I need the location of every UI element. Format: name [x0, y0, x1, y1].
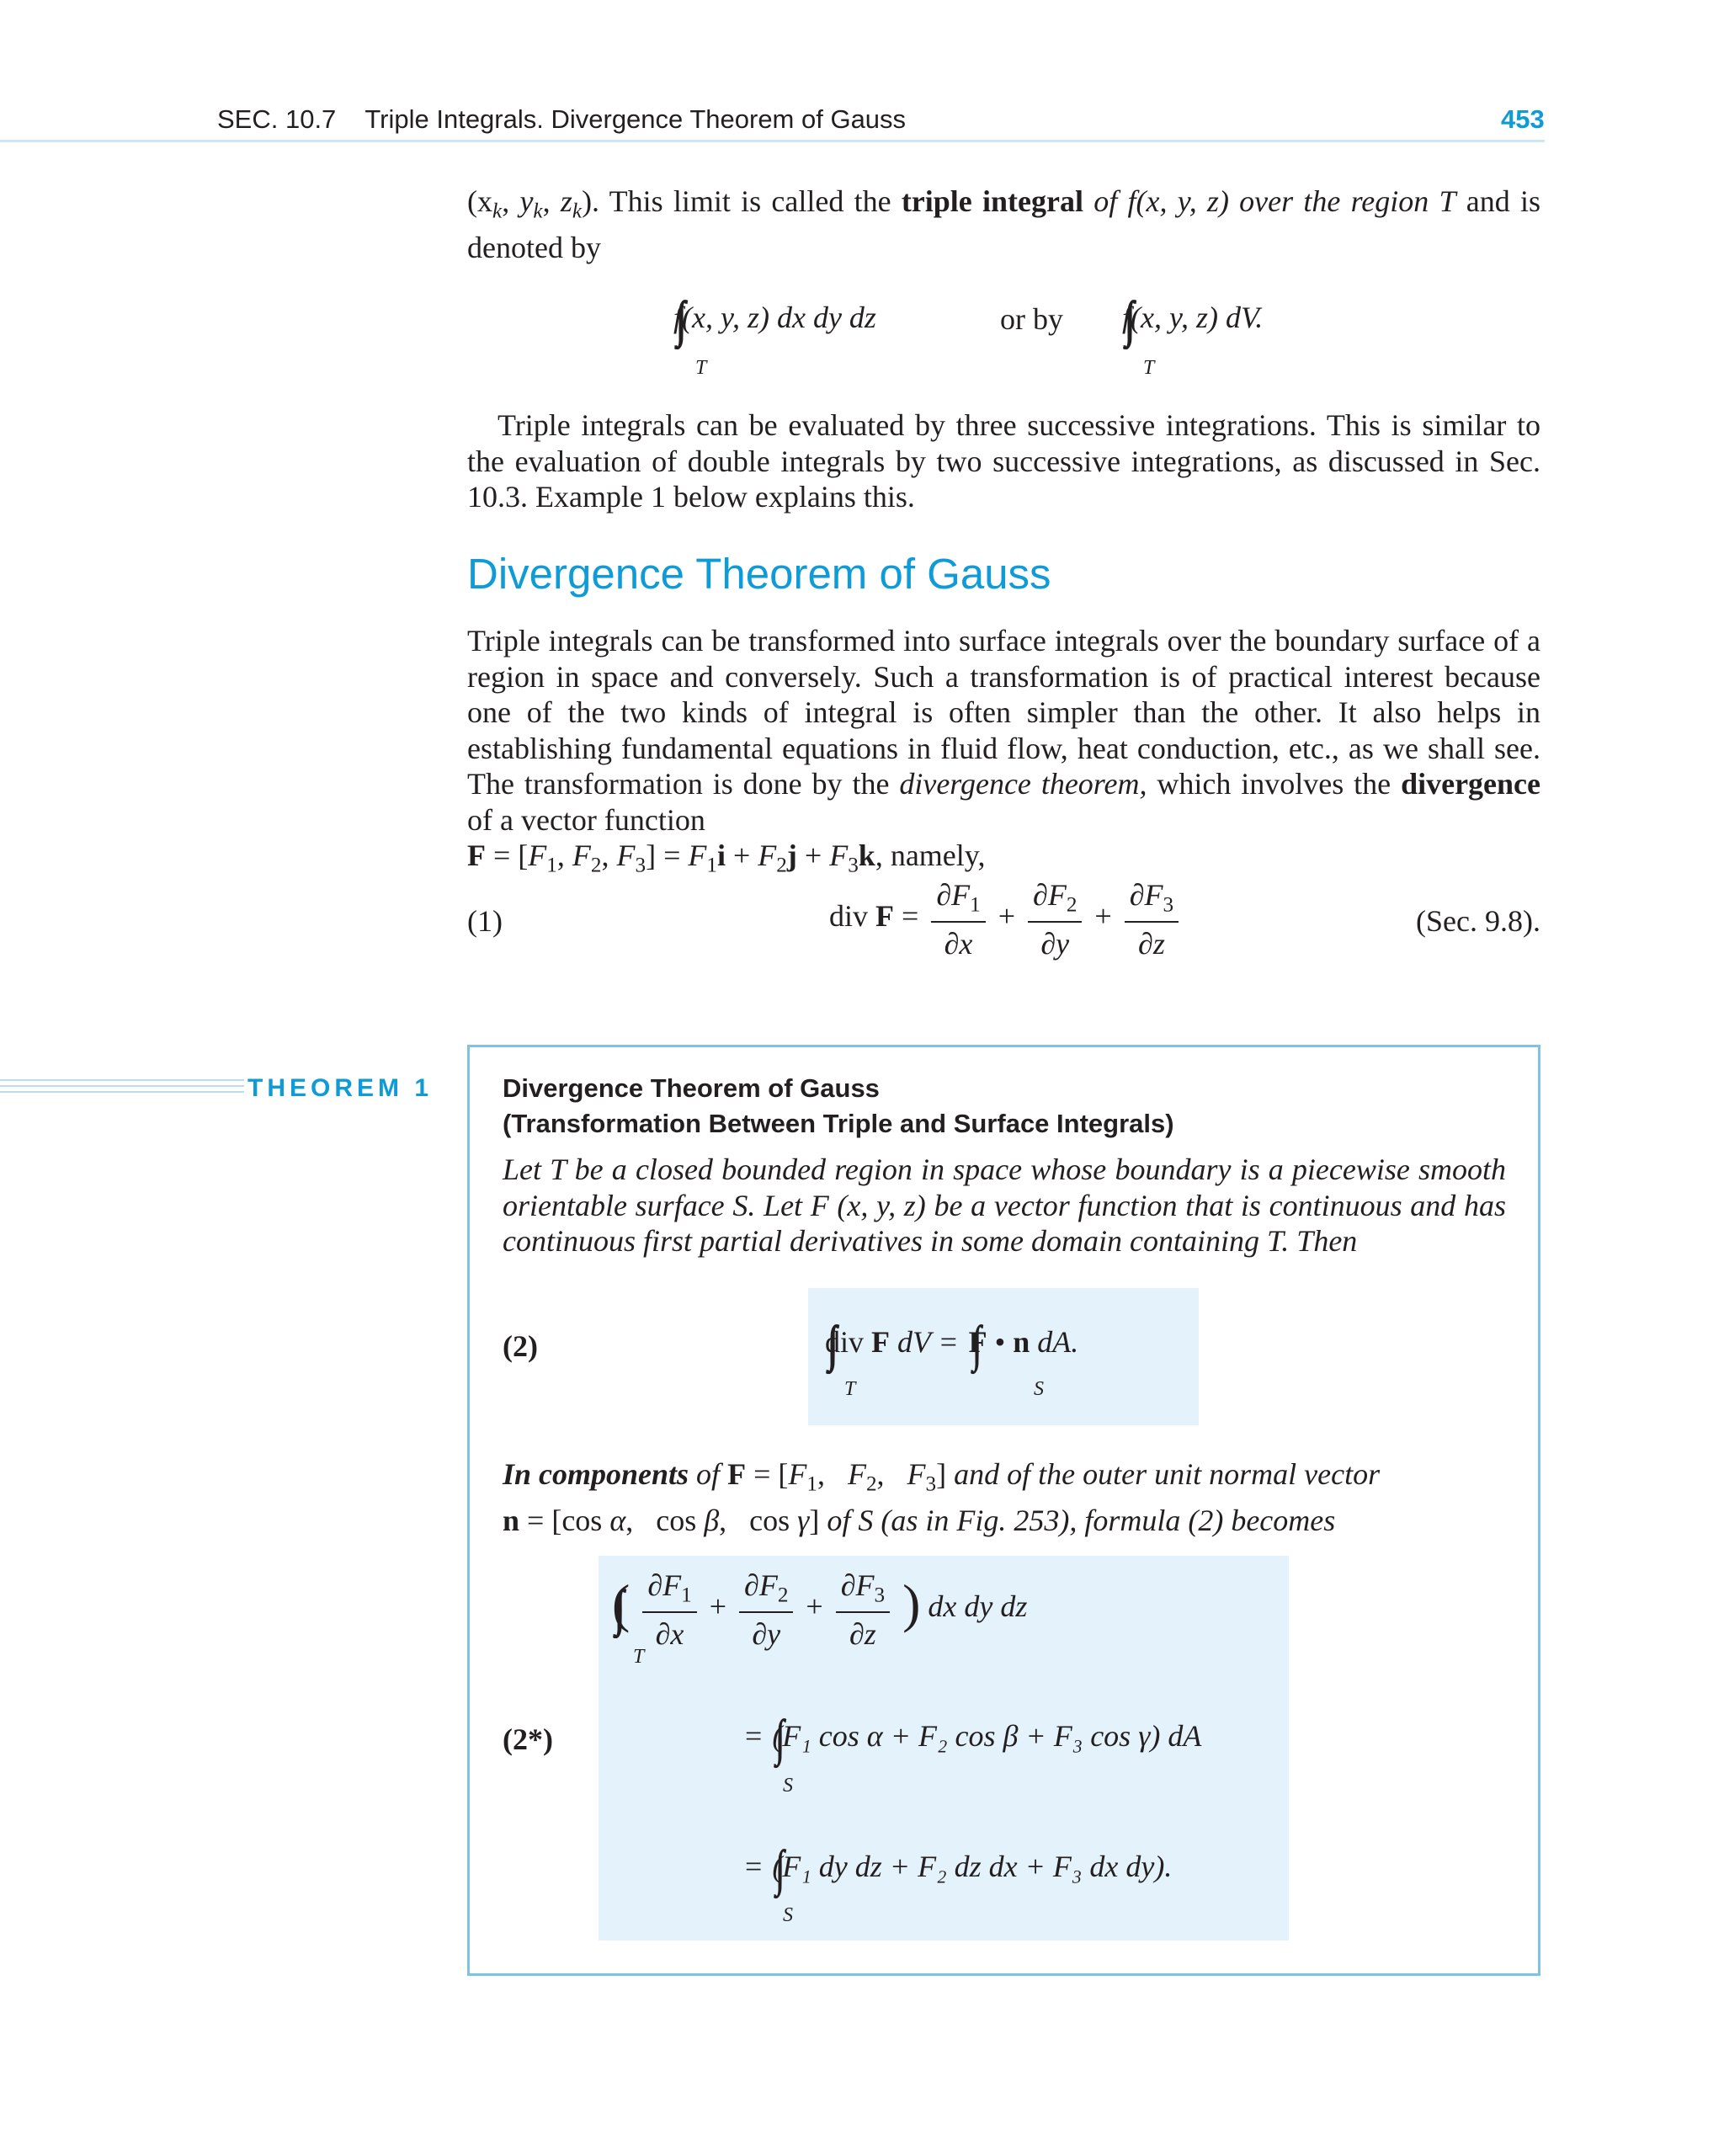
eq2star-line2-expr: (F₁ cos α + F₂ cos β + F₃ cos γ) dA [772, 1719, 1202, 1753]
fraction-dF3-dz: $\frac{\partial F_3}{\partial z}$ [1125, 877, 1179, 961]
notation-right: f(x, y, z) dV. [1122, 301, 1264, 334]
p3-italic: divergence theorem, [899, 767, 1147, 801]
page-number: 453 [1501, 104, 1545, 134]
eq2star-line3 [745, 1839, 1172, 1898]
section-number: SEC. 10.7 [217, 104, 337, 134]
p3-a: Triple integrals can be transformed into surface integrals over the boundary surface of a region in space and conversely. Such a transformation is of practical interest because one of the two kinds of integral is often simpler than the other. It also helps in establishing fundamental equations in fluid flow, heat conduction, etc., as we shall see. The transformation is done by the [467, 624, 1540, 801]
eq2-limit-S: S [1034, 1378, 1044, 1400]
eq1-lhs: div F = [829, 899, 919, 934]
intro-text1: ). This limit is called the [582, 184, 902, 218]
or-by: or by [1000, 302, 1063, 336]
components-vector: $F = [F_1$, $F_2$, $F_3$] [727, 1457, 947, 1496]
right-paren: ) [902, 1573, 921, 1634]
theorem-title-line2: (Transformation Between Triple and Surface Integrals) [503, 1109, 1174, 1138]
eq2-limit-T: T [844, 1378, 856, 1400]
eq1-reference: (Sec. 9.8). [1416, 904, 1540, 938]
paragraph-divergence [467, 623, 1540, 884]
fraction-dF2-dy: $\frac{\partial F_2}{\partial y}$ [739, 1568, 793, 1652]
eq2star-limit-S1: S [783, 1775, 793, 1797]
eq2-right: dA. [1037, 1325, 1079, 1359]
theorem-statement: Let T be a closed bounded region in space whose boundary is a piecewise smooth orientable surface S. Let F (x, y, z) be a vector function that is continuous and has continuous first partial derivatives in some domain containing T. Then [503, 1153, 1506, 1258]
running-header [217, 104, 906, 135]
fraction-dF1-dx: $\frac{\partial F_1}{\partial x}$ [642, 1568, 696, 1652]
limit-T-left: T [695, 357, 707, 379]
term-divergence: divergence [1401, 767, 1540, 801]
equals-sign: = [745, 1850, 763, 1883]
section-heading: Divergence Theorem of Gauss [467, 550, 1051, 598]
eq2-integrand: F • n [968, 1325, 1030, 1359]
term-triple-integral: triple integral [901, 184, 1083, 218]
fraction-dF1-dx: $\frac{\partial F_1}{\partial x}$ [931, 877, 985, 961]
left-paren: ( [612, 1573, 631, 1634]
p3-b: which involves the [1147, 767, 1402, 801]
paragraph-evaluation: Triple integrals can be evaluated by three successive integrations. This is similar to the evaluation of double integrals by two successive integrations, as discussed in Sec. 10.3. Example 1 below explains this. [467, 408, 1540, 514]
components-text [503, 1456, 1506, 1539]
equals-sign: = [745, 1719, 763, 1753]
eq2-mid: dV = [897, 1325, 959, 1359]
vector-definition: $F = [F_1$, $F_2$, $F_3] = F_1i + F_2j + F_3k$ [467, 838, 875, 877]
eq2-div: div F [825, 1325, 891, 1359]
eq2star-number: (2*) [503, 1722, 553, 1756]
eq2-equation [825, 1315, 1079, 1373]
eq1-number: (1) [467, 904, 503, 938]
components-of: of [689, 1457, 728, 1491]
eq2star-line1: ( $\frac{\partial F_1}{\partial x}$ + $\frac{\partial F_2}{\partial y}$ + $\frac{\partial F_3}{\partial z}$ ) dx dy dz [612, 1568, 1028, 1651]
components-normal: and of the outer unit normal vector [946, 1457, 1381, 1491]
fraction-dF3-dz: $\frac{\partial F_3}{\partial z}$ [836, 1568, 890, 1652]
fraction-dF2-dy: $\frac{\partial F_2}{\partial y}$ [1028, 877, 1082, 961]
triple-integral-notation-1 [673, 290, 876, 349]
p3-d: , namely, [875, 838, 986, 872]
eq2star-limit-T: T [633, 1646, 645, 1668]
theorem-title-line1: Divergence Theorem of Gauss [503, 1073, 880, 1103]
intro-text2: of f(x, y, z) over the region T [1083, 184, 1456, 218]
eq2star-line3-expr: (F₁ dy dz + F₂ dz dx + F₃ dx dy). [772, 1850, 1173, 1883]
intro-paragraph: ($x_k$, $y_k$, $z_k$). This limit is called the triple integral of f(x, y, z) over the region T and is denoted by [467, 184, 1541, 265]
eq2star-line1-tail: dx dy dz [928, 1589, 1028, 1624]
components-bold: In components [503, 1457, 689, 1491]
normal-vector: n = [cos α, cos β, cos γ] [503, 1504, 820, 1538]
intro-lead: (x [467, 184, 492, 218]
triple-integral-notation-2 [1122, 290, 1264, 349]
eq2-number: (2) [503, 1329, 538, 1363]
components-tail: of S (as in Fig. 253), formula (2) becomes [819, 1504, 1336, 1538]
limit-T-right: T [1143, 357, 1155, 379]
header-rule [0, 140, 1545, 142]
eq1-divergence: div F = $\frac{\partial F_1}{\partial x}$ + $\frac{\partial F_2}{\partial y}$ + $\frac{\partial F_3}{\partial z}$ [829, 877, 1184, 961]
section-title: Triple Integrals. Divergence Theorem of Gauss [364, 104, 907, 134]
intro-text3: and is denoted by [467, 184, 1541, 265]
eq2star-line2 [745, 1709, 1201, 1767]
notation-left: f(x, y, z) dx dy dz [673, 301, 876, 334]
theorem-label: THEOREM 1 [244, 1074, 436, 1103]
p3-c: of a vector function [467, 802, 705, 837]
theorem-title [503, 1071, 1174, 1142]
eq2star-limit-S2: S [783, 1904, 793, 1926]
